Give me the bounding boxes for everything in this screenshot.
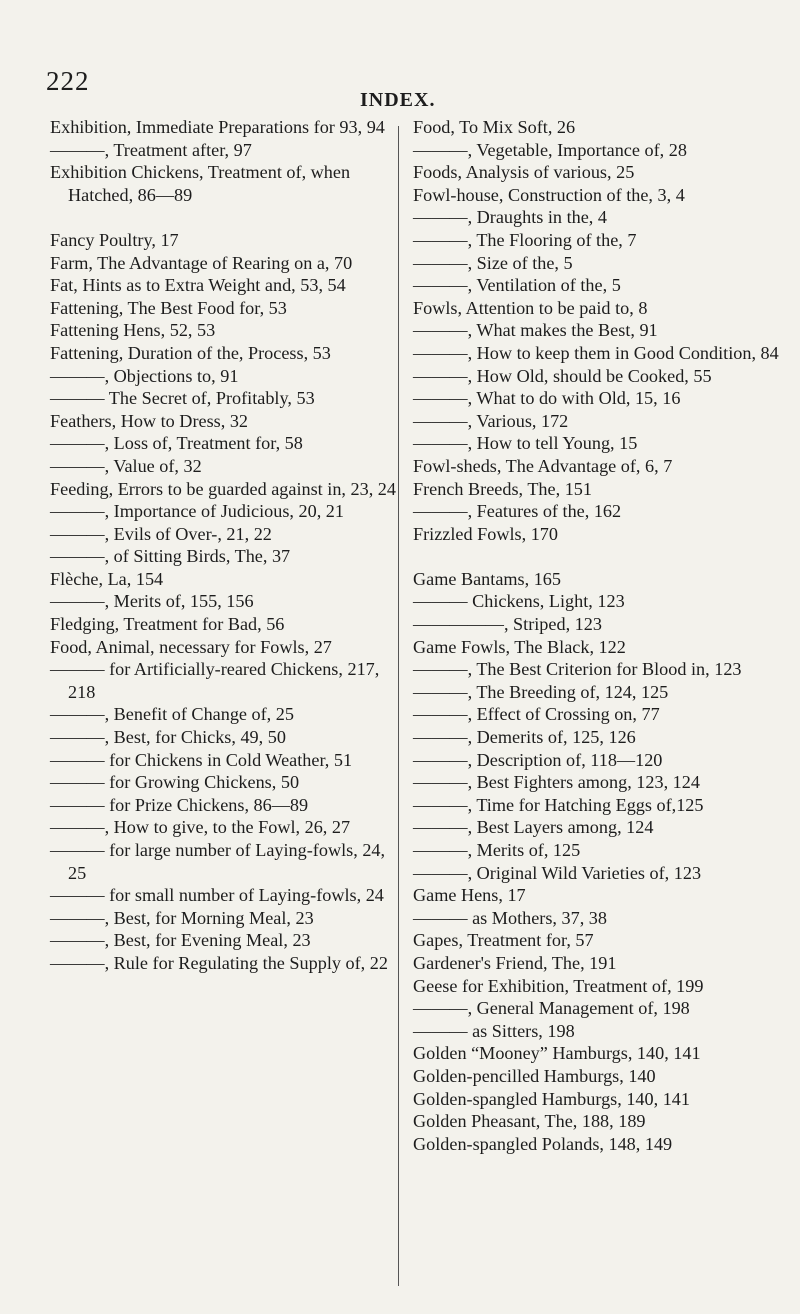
- index-entry: Gardener's Friend, The, 191: [413, 952, 617, 973]
- index-entry: Feathers, How to Dress, 32: [50, 410, 249, 431]
- index-entry: Fancy Poultry, 17: [50, 229, 179, 250]
- index-entry: —————, Striped, 123: [413, 614, 602, 635]
- index-entry: Fattening Hens, 52, 53: [50, 320, 216, 341]
- index-entry: ———, Evils of Over-, 21, 22: [50, 523, 272, 544]
- index-entry: ——— as Mothers, 37, 38: [413, 907, 607, 928]
- index-entry: ———, Benefit of Change of, 25: [50, 704, 294, 725]
- index-entry: Food, To Mix Soft, 26: [413, 117, 576, 137]
- index-entry: French Breeds, The, 151: [413, 478, 592, 499]
- index-entry: Golden-spangled Hamburgs, 140, 141: [413, 1088, 690, 1109]
- index-entry: Exhibition Chickens, Treatment of, when Hatched, 86—89: [50, 162, 351, 205]
- index-entry: Geese for Exhibition, Treatment of, 199: [413, 975, 704, 996]
- index-entry: ———, The Best Criterion for Blood in, 123: [413, 659, 742, 680]
- index-entry: ———, Merits of, 155, 156: [50, 591, 254, 612]
- index-entry: Feeding, Errors to be guarded against in, 23, 24: [50, 478, 396, 499]
- index-entry: ———, Importance of Judicious, 20, 21: [50, 501, 344, 522]
- index-entry: ———, Best, for Morning Meal, 23: [50, 907, 314, 928]
- index-entry: Fledging, Treatment for Bad, 56: [50, 614, 285, 635]
- index-entry: Golden-pencilled Hamburgs, 140: [413, 1065, 656, 1086]
- index-entry: ———, How Old, should be Cooked, 55: [413, 365, 712, 386]
- index-entry: Fattening, The Best Food for, 53: [50, 297, 287, 318]
- index-entry: ——— for large number of Laying-fowls, 24, 25: [50, 840, 386, 883]
- index-entry: Golden Pheasant, The, 188, 189: [413, 1111, 646, 1132]
- index-entry: Game Fowls, The Black, 122: [413, 636, 626, 657]
- index-entry: ———, Vegetable, Importance of, 28: [413, 139, 687, 160]
- index-entry: ———, Effect of Crossing on, 77: [413, 704, 660, 725]
- index-entry: ———, The Flooring of the, 7: [413, 229, 637, 250]
- index-entry: Gapes, Treatment for, 57: [413, 930, 594, 951]
- index-entry: ——— for small number of Laying-fowls, 24: [50, 885, 384, 906]
- index-entry: ———, Demerits of, 125, 126: [413, 727, 636, 748]
- index-entry: ———, Merits of, 125: [413, 840, 581, 860]
- index-entry: ———, of Sitting Birds, The, 37: [50, 546, 291, 567]
- index-entry: Farm, The Advantage of Rearing on a, 70: [50, 252, 353, 273]
- index-entry: ———, Original Wild Varieties of, 123: [413, 862, 702, 883]
- index-entry: ———, Objections to, 91: [50, 365, 239, 386]
- index-entry: Fattening, Duration of the, Process, 53: [50, 342, 331, 363]
- index-entry: ——— for Growing Chickens, 50: [50, 772, 300, 793]
- index-entry: ———, Size of the, 5: [413, 252, 573, 273]
- index-entry: ——— for Prize Chickens, 86—89: [50, 794, 309, 815]
- index-entry: ——— for Artificially-reared Chickens, 217, 218: [50, 659, 380, 702]
- index-entry: ———, Time for Hatching Eggs of,125: [413, 794, 704, 815]
- index-entry: ——— as Sitters, 198: [413, 1020, 575, 1041]
- index-column-left: [50, 116, 400, 975]
- index-entry: ———, What to do with Old, 15, 16: [413, 388, 681, 409]
- index-entry: ———, Value of, 32: [50, 455, 202, 476]
- index-entry: ———, Loss of, Treatment for, 58: [50, 433, 303, 454]
- index-entry: ———, Best Layers among, 124: [413, 817, 654, 838]
- index-entry: ———, Rule for Regulating the Supply of, 22: [50, 952, 388, 973]
- index-entry: ———, How to keep them in Good Condition, 84: [413, 342, 779, 363]
- index-entry: ——— for Chickens in Cold Weather, 51: [50, 749, 353, 770]
- index-entry: ———, Draughts in the, 4: [413, 207, 607, 228]
- index-entry: ———, What makes the Best, 91: [413, 320, 658, 341]
- index-entry: ———, Best Fighters among, 123, 124: [413, 772, 700, 793]
- index-entry: ———, Best, for Chicks, 49, 50: [50, 727, 286, 748]
- index-column-right: [413, 116, 783, 1155]
- index-entry: ———, How to tell Young, 15: [413, 433, 638, 454]
- index-entry: Flèche, La, 154: [50, 568, 164, 589]
- index-entry: ——— The Secret of, Profitably, 53: [50, 388, 315, 409]
- index-entry: Golden-spangled Polands, 148, 149: [413, 1133, 673, 1154]
- index-entry: ———, Treatment after, 97: [50, 139, 252, 160]
- index-entry: Frizzled Fowls, 170: [413, 523, 558, 544]
- index-entry: Exhibition, Immediate Preparations for 93, 94: [50, 117, 385, 137]
- index-entry: Game Bantams, 165: [413, 568, 561, 589]
- index-entry: Golden “Mooney” Hamburgs, 140, 141: [413, 1043, 701, 1064]
- index-entry: ———, Features of the, 162: [413, 501, 622, 522]
- index-entry: ———, Description of, 118—120: [413, 749, 663, 770]
- index-entry: ———, Best, for Evening Meal, 23: [50, 930, 311, 951]
- index-entry: Fat, Hints as to Extra Weight and, 53, 54: [50, 275, 346, 296]
- running-head: INDEX.: [360, 89, 436, 111]
- column-divider: [398, 126, 399, 1286]
- index-entry: Food, Animal, necessary for Fowls, 27: [50, 636, 332, 657]
- index-entry: Fowls, Attention to be paid to, 8: [413, 297, 648, 318]
- index-entry: ———, General Management of, 198: [413, 998, 690, 1019]
- index-entry: Fowl-sheds, The Advantage of, 6, 7: [413, 455, 673, 476]
- index-entry: ——— Chickens, Light, 123: [413, 591, 625, 612]
- section-gap: [413, 545, 783, 568]
- section-gap: [50, 206, 400, 229]
- index-entry: ———, Ventilation of the, 5: [413, 275, 621, 296]
- index-entry: Foods, Analysis of various, 25: [413, 162, 635, 183]
- index-entry: ———, Various, 172: [413, 410, 569, 431]
- page-number: 222: [46, 66, 90, 96]
- index-entry: Fowl-house, Construction of the, 3, 4: [413, 184, 685, 205]
- index-entry: ———, How to give, to the Fowl, 26, 27: [50, 817, 351, 838]
- index-entry: ———, The Breeding of, 124, 125: [413, 681, 669, 702]
- index-entry: Game Hens, 17: [413, 885, 526, 906]
